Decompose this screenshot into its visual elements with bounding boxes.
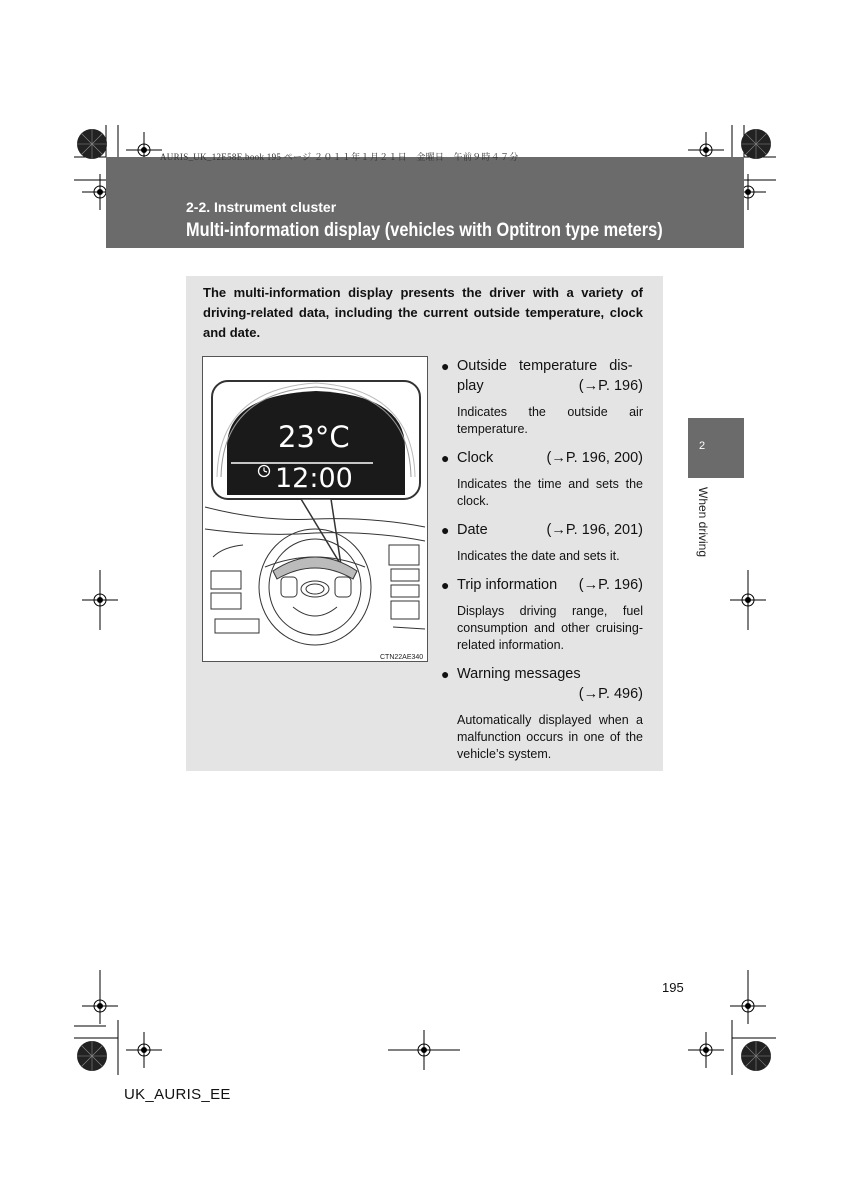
list-item-outside-temp <box>441 356 643 438</box>
feature-list <box>441 356 643 763</box>
bullet-icon: ● <box>441 522 450 538</box>
page-ref: (→P. 196, 200) <box>546 450 643 466</box>
display-temperature: 23°C <box>278 420 350 454</box>
print-info-line: AURIS_UK_12E58E.book 195 ページ ２０１１年１月２１日 金曜日 午前９時４７分 <box>160 152 519 162</box>
chapter-number: 2 <box>699 440 706 452</box>
item-title: Trip information <box>457 577 558 593</box>
page-number: 195 <box>662 980 684 995</box>
list-item-date <box>441 520 643 565</box>
item-description: Indicates the outside air temperature. <box>457 405 643 436</box>
list-item-clock <box>441 448 643 510</box>
bullet-icon: ● <box>441 358 450 374</box>
dashboard-drawing <box>203 357 427 661</box>
figure-code: CTN22AE340 <box>380 654 424 661</box>
intro-text: The multi-information display presents the driver with a variety of driving-related data, including the current outside temperature, clock and date. <box>203 285 643 340</box>
page-title: Multi-information display (vehicles with Optitron type meters) <box>186 220 663 241</box>
item-title: Outside temperature dis- <box>457 358 633 374</box>
display-time: 12:00 <box>275 463 353 494</box>
page-ref: (→P. 496) <box>578 686 643 702</box>
bullet-icon: ● <box>441 450 450 466</box>
page-ref: (→P. 196) <box>578 378 643 394</box>
list-item-trip-info <box>441 575 643 654</box>
item-title: Date <box>457 522 488 538</box>
chapter-label: When driving <box>696 487 710 558</box>
item-title: Warning messages <box>457 666 581 682</box>
item-description: Indicates the time and sets the clock. <box>457 477 643 508</box>
item-description: Indicates the date and sets it. <box>457 549 620 563</box>
item-title-cont: play <box>457 378 484 394</box>
dashboard-illustration <box>202 356 428 662</box>
bullet-icon: ● <box>441 666 450 682</box>
item-description: Automatically displayed when a malfunction occurs in one of the vehicle’s system. <box>457 713 643 761</box>
item-title: Clock <box>457 450 494 466</box>
chapter-tab <box>688 418 744 478</box>
page-ref: (→P. 196) <box>578 577 643 593</box>
page-ref: (→P. 196, 201) <box>546 522 643 538</box>
item-description: Displays driving range, fuel consumption and other cruising-related information. <box>457 604 643 652</box>
list-item-warning-messages <box>441 664 643 763</box>
section-label: 2-2. Instrument cluster <box>186 199 337 215</box>
bullet-icon: ● <box>441 577 450 593</box>
footer-code: UK_AURIS_EE <box>124 1086 231 1103</box>
